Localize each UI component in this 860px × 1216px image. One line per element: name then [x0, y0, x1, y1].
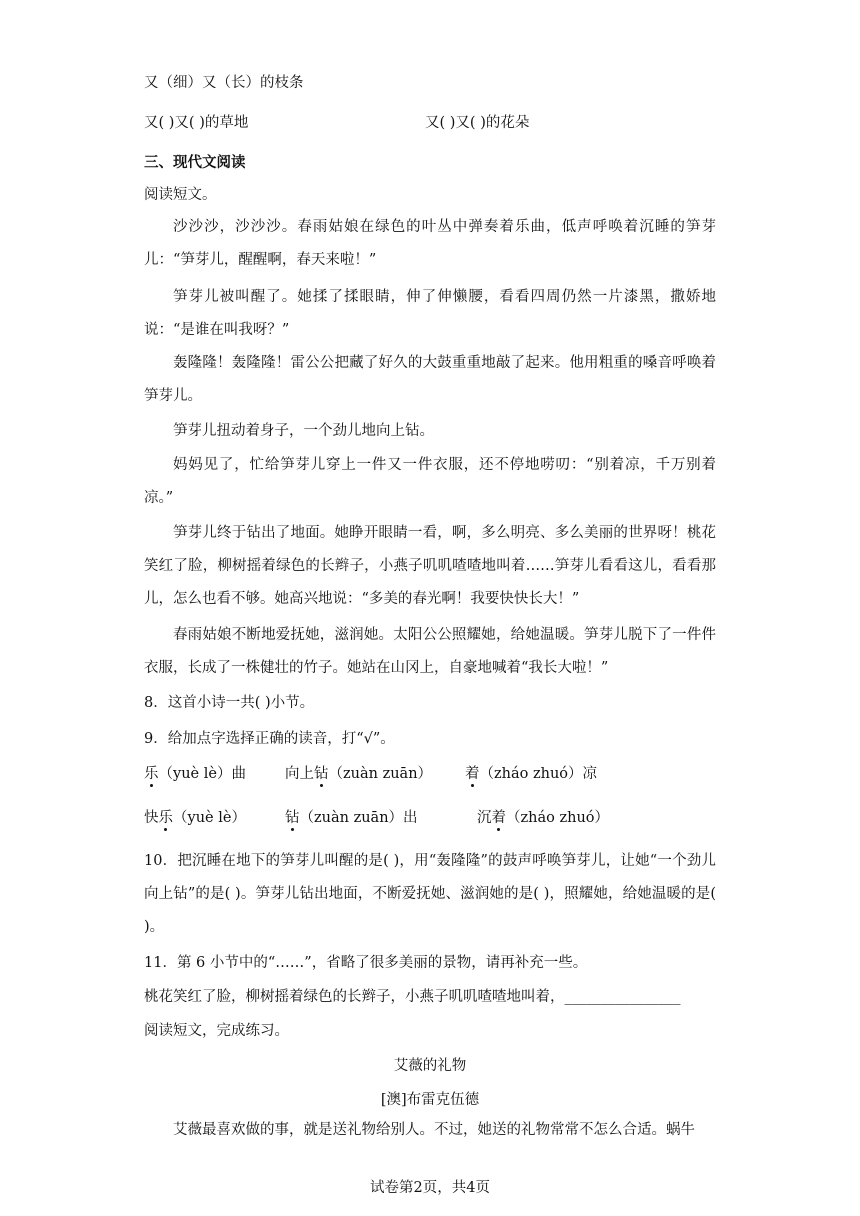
passage-paragraph: 笋芽儿扭动着身子，一个劲儿地向上钻。: [173, 423, 434, 439]
pinyin-item: 钻（zuàn zuān）出: [285, 810, 418, 826]
dotted-char: 乐: [144, 766, 159, 782]
dotted-char: 乐: [158, 810, 173, 826]
pinyin-item: 乐（yuè lè）曲: [144, 766, 246, 782]
reading-instruction: 阅读短文。: [144, 187, 217, 203]
pinyin-item: 沉着（zháo zhuó）: [477, 810, 610, 826]
question-8: 8．这首小诗一共( )小节。: [144, 695, 315, 711]
question-11-stem: 11．第 6 小节中的“……”，省略了很多美丽的景物，请再补充一些。: [144, 955, 588, 971]
page-footer: 试卷第2页，共4页: [370, 1180, 490, 1196]
section-title: 三、现代文阅读: [144, 154, 246, 171]
passage-paragraph: 笋芽儿终于钻出了地面。她睁开眼睛一看，啊，多么明亮、多么美丽的世界呀！桃花笑红了脸，柳树摇着绿色的长辫子，小燕子叽叽喳喳地叫着……笋芽儿看看这儿，看看那儿，怎么也看不够。她高兴地说：“多美的春光啊！我要快快长大！”: [144, 525, 716, 607]
pinyin-item: 快乐（yuè lè）: [144, 810, 246, 826]
fill-item-grass: 又( )又( )的草地: [144, 115, 249, 131]
passage-title: 艾薇的礼物: [393, 1058, 467, 1074]
passage-author: [澳]布雷克伍德: [380, 1092, 480, 1108]
passage-paragraph: 艾薇最喜欢做的事，就是送礼物给别人。不过，她送的礼物常常不怎么合适。蜗牛: [173, 1122, 695, 1138]
question-11-answer-line: 桃花笑红了脸，柳树摇着绿色的长辫子，小燕子叽叽喳喳地叫着，________________: [144, 989, 681, 1005]
pinyin-item: 向上钻（zuàn zuān）: [285, 766, 433, 782]
passage-paragraph: 笋芽儿被叫醒了。她揉了揉眼睛，伸了伸懒腰，看看四周仍然一片漆黑，撒娇地说：“是谁在叫我呀？”: [144, 289, 716, 338]
question-9-stem: 9．给加点字选择正确的读音，打“√”。: [144, 731, 395, 747]
fill-item-flower: 又( )又( )的花朵: [425, 115, 530, 131]
fill-example: 又（细）又（长）的枝条: [144, 75, 304, 91]
passage-paragraph: 妈妈见了，忙给笋芽儿穿上一件又一件衣服，还不停地唠叨：“别着凉，千万别着凉。”: [144, 457, 716, 506]
pinyin-item: 着（zháo zhuó）凉: [465, 766, 598, 782]
reading-instruction: 阅读短文，完成练习。: [144, 1023, 289, 1039]
dotted-char: 着: [491, 810, 506, 826]
dotted-char: 钻: [314, 766, 329, 782]
dotted-char: 钻: [285, 810, 300, 826]
dotted-char: 着: [465, 766, 480, 782]
question-10: 10．把沉睡在地下的笋芽儿叫醒的是( )，用“轰隆隆”的鼓声呼唤笋芽儿，让她“一个劲儿向上钻”的是( )。笋芽儿钻出地面，不断爱抚她、滋润她的是( )，照耀她，给她温暖的是( )。: [144, 853, 716, 935]
passage-paragraph: 轰隆隆！轰隆隆！雷公公把藏了好久的大鼓重重地敲了起来。他用粗重的嗓音呼唤着笋芽儿。: [144, 355, 716, 404]
passage-paragraph: 春雨姑娘不断地爱抚她，滋润她。太阳公公照耀她，给她温暖。笋芽儿脱下了一件件衣服，长成了一株健壮的竹子。她站在山冈上，自豪地喊着“我长大啦！”: [144, 627, 716, 676]
passage-paragraph: 沙沙沙，沙沙沙。春雨姑娘在绿色的叶丛中弹奏着乐曲，低声呼唤着沉睡的笋芽儿：“笋芽儿，醒醒啊，春天来啦！”: [144, 219, 716, 268]
